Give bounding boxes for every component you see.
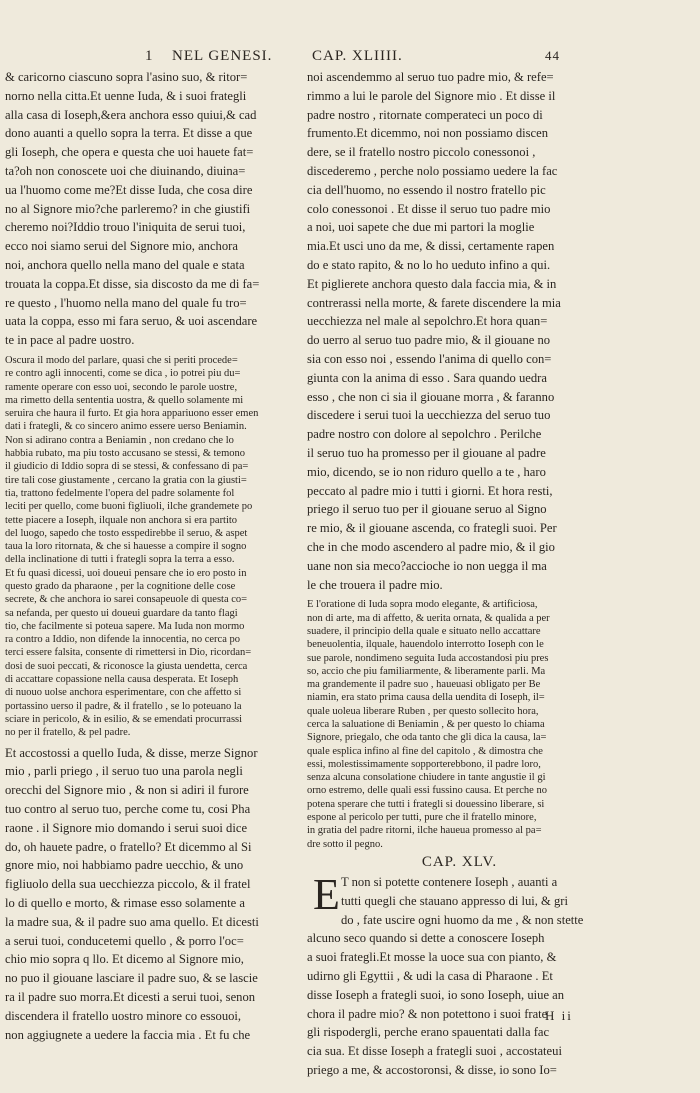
right-column xyxy=(307,68,612,1080)
text-line: questo grado da pharaone , per la cognitione delle cose xyxy=(5,581,236,592)
text-line: chora il padre mio? & non potettono i suoi frate xyxy=(307,1006,548,1021)
text-line: ta?oh non conoscete uoi che diuinando, diuina= xyxy=(5,163,246,178)
text-line: mia.Et usci uno da me, & dissi, certamente rapen xyxy=(307,239,555,254)
folio-mark: 1 xyxy=(145,48,154,64)
text-line: cerca la saluatione di Beniamin , & per questo lo chiama xyxy=(307,718,545,730)
text-line: Oscura il modo del parlare, quasi che si periti procede= xyxy=(5,354,238,366)
text-line: raone . il Signore mio domando i serui suoi dice xyxy=(5,820,248,835)
text-line: espone al pericolo per tutti, pure che il fratello minore, xyxy=(307,812,537,824)
text-line: il giudicio di Iddio sopra di se stessi, & confessano di pa= xyxy=(5,461,249,473)
running-title: NEL GENESI. xyxy=(172,48,273,64)
right-paragraph-1 xyxy=(307,68,612,594)
text-line: taua la loro ritornata, & che si hauesse a compire il sogno xyxy=(5,541,247,553)
left-paragraph-2 xyxy=(5,744,310,1045)
text-line: cheremo noi?Iddio trouo l'iniquita de serui tuoi, xyxy=(5,220,246,235)
text-line: seruira che haura il furto. Et gia hora appariuono esser emen xyxy=(5,408,259,420)
text-line: la madre sua, & il padre suo ama quello. Et dicesti xyxy=(5,914,259,929)
text-line: uane non sia meco?accioche io non uegga il ma xyxy=(307,558,547,573)
text-line: della inclinatione di tutti i frategli sopra la terra a esso. xyxy=(5,554,235,566)
text-line: potena sperare che tutti i frategli si douessino liberare, si xyxy=(307,798,545,810)
signature-mark: H ii xyxy=(545,1008,573,1023)
text-line: re mio, & il giouane ascenda, co frategli suoi. Per xyxy=(307,521,557,536)
text-line: norno nella citta.Et uenne Iuda, & i suoi frategli xyxy=(5,88,247,103)
text-line: a noi, uoi sapete che due mi partori la moglie xyxy=(307,220,535,235)
text-line: essi, molestissimamente sopporterebbono, il padre loro, xyxy=(307,758,541,770)
text-line: il seruo tuo ha promesso per il giouane al padre xyxy=(307,445,546,460)
text-line: cia sua. Et disse Ioseph a frategli suoi , accostateui xyxy=(307,1044,562,1059)
text-line: leciti per quello, come buoni figliuoli, ilche grandemete po xyxy=(5,501,253,513)
text-line: Et fu quasi dicessi, uoi doueui pensare che io ero posto in xyxy=(5,567,247,579)
text-line: suadere, il principio della quale e situato nello accattare xyxy=(307,625,541,637)
right-paragraph-2-opening xyxy=(307,869,612,929)
text-line: ma rimetto della sententia uostra, & quello solamente mi xyxy=(5,394,244,406)
text-line: chio mio sopra q llo. Et dicemo al Signore mio, xyxy=(5,952,244,967)
chapter-heading: CAP. XLV. xyxy=(421,853,498,870)
text-line: senza alcuna consolatione chiudere in tante angustie il gi xyxy=(307,772,546,784)
text-line: tire tali cose giustamente , cercano la gratia con la giusti= xyxy=(5,474,247,486)
text-line: orecchi del Signore mio , & non si adiri il furore xyxy=(5,783,249,798)
text-line: ua l'huomo come me?Et disse Iuda, che cosa dire xyxy=(5,182,253,197)
text-line: rimmo a lui le parole del Signore mio . Et disse il xyxy=(307,88,556,103)
right-paragraph-2 xyxy=(307,929,612,1079)
left-paragraph-1 xyxy=(5,68,310,350)
chapter-label: CAP. XLIIII. xyxy=(312,48,403,64)
text-line: do , fate uscire ogni huomo da me , & non stette xyxy=(341,912,584,927)
text-line: do e stato rapito, & no lo ho ueduto infino a qui. xyxy=(307,257,551,272)
text-line: & caricorno ciascuno sopra l'asino suo, & ritor= xyxy=(5,70,248,84)
drop-cap: E xyxy=(313,869,340,919)
page-number: 44 xyxy=(545,48,560,63)
text-line: uecchiezza nel male al sepolchro.Et hora quan= xyxy=(307,314,548,329)
text-line: noi ascendemmo al seruo tuo padre mio, & refe= xyxy=(307,70,554,84)
text-line: habbia rubato, ma piu tosto accusano se stessi, & temono xyxy=(5,448,245,460)
text-line: priego a me, & accostoronsi, & disse, io sono Io= xyxy=(307,1062,557,1077)
text-line: lo di quello e morto, & rimase esso solamente a xyxy=(5,895,245,910)
text-line: E l'oratione di Iuda sopra modo elegante, & artificiosa, xyxy=(307,599,538,611)
text-line: colo conessonoi . Et disse il seruo tuo padre mio xyxy=(307,201,551,216)
text-line: quale esplica infino al fine del capitolo , & dimostra che xyxy=(307,745,543,757)
text-line: portassino uerso il padre, & il fratello , se lo poteuano la xyxy=(5,700,242,712)
text-line: padre nostro con dolore al sepolchro . Perilche xyxy=(307,427,542,442)
text-line: sa nefanda, per questo ui doueui guardare da tanto flagi xyxy=(5,607,238,619)
text-line: tuo contro al seruo tuo, perche come tu, cosi Pha xyxy=(5,801,251,816)
right-annotation xyxy=(307,598,612,851)
text-line: gli rispodergli, perche erano spauentati dalla fac xyxy=(307,1025,550,1040)
text-line: Signore, priegalo, che oda tanto che gli dica la causa, la= xyxy=(307,732,547,744)
text-line: gli Ioseph, che opera e questa che uoi hauete fat= xyxy=(5,145,254,160)
text-line: sia con esso noi , essendo l'anima di quello con= xyxy=(307,351,552,366)
text-line: re questo , l'huomo nella mano del quale fu tro= xyxy=(5,295,247,310)
text-line: discedere i serui tuoi la uecchiezza del seruo tuo xyxy=(307,408,551,423)
text-line: Et accostossi a quello Iuda, & disse, merze Signor xyxy=(5,745,258,760)
text-line: te in pace al padre uostro. xyxy=(5,333,135,348)
text-line: ra il padre suo morra.Et dicesti a serui tuoi, senon xyxy=(5,989,256,1004)
text-line: padre nostro , ritornate comperateci un poco di xyxy=(307,107,543,122)
text-line: ra contro a Iddio, non difende la innocentia, no cerca po xyxy=(5,634,240,646)
text-line: no puo il giouane lasciare il padre suo, & se lascie xyxy=(5,971,258,986)
text-line: secrete, & che anchora io sarei consapeuole di questa co= xyxy=(5,594,248,606)
text-line: non di arte, ma di affetto, & uerita ornata, & qualida a per xyxy=(307,612,550,624)
text-line: do, oh hauete padre, o fratello? Et dicemmo al Si xyxy=(5,839,252,854)
text-line: trouata la coppa.Et disse, sia discosto da me di fa= xyxy=(5,276,260,291)
text-line: sciare in pericolo, & in esilio, & se emendati procurrassi xyxy=(5,713,243,725)
text-line: giunta con la anima di esso . Sara quando uedra xyxy=(307,370,547,385)
text-line: dono auanti a quello sopra la terra. Et disse a que xyxy=(5,126,253,141)
text-line: orno estremo, delle quali essi fussino causa. Et perche no xyxy=(307,785,547,797)
text-line: non aggiugnete a uedere la faccia mia . Et fu che xyxy=(5,1027,251,1042)
text-line: disse Ioseph a frategli suoi, io sono Ioseph, uiue an xyxy=(307,987,565,1002)
text-line: dere, se il fratello nostro piccolo conessonoi , xyxy=(307,145,536,160)
text-line: che in che modo ascendero al padre mio, & il gio xyxy=(307,539,555,554)
text-line: contrerassi nella morte, & farete discendere la mia xyxy=(307,295,561,310)
text-line: tio, che facilmente si poteua sapere. Ma Iuda non mormo xyxy=(5,620,245,632)
text-line: a serui tuoi, conducetemi quello , & porro l'oc= xyxy=(5,933,244,948)
text-line: dosi de suoi peccati, & riconosce la giusta uendetta, cerca xyxy=(5,660,248,672)
text-line: so, accio che piu familiarmente, & liberamente parli. Ma xyxy=(307,665,546,677)
left-column xyxy=(5,68,310,1044)
left-annotation xyxy=(5,354,310,740)
text-line: quale uoleua liberare Ruben , per questo sollecito hora, xyxy=(307,705,539,717)
text-line: discederemo , perche nolo possiamo uedere la fac xyxy=(307,163,558,178)
text-line: di accattare copassione nella causa desperata. Et Ioseph xyxy=(5,674,239,686)
text-line: peccato al padre mio i tutti i giorni. Et hora resti, xyxy=(307,483,553,498)
text-line: tette piacere a Ioseph, ilquale non anchora si era partito xyxy=(5,514,238,526)
text-line: T non si potette contenere Ioseph , auanti a xyxy=(341,874,558,889)
text-line: in gratia del padre ritorni, ilche haueua promesso al pa= xyxy=(307,825,542,837)
text-line: mio , parli priego , il seruo tuo una parola negli xyxy=(5,764,243,779)
text-line: Et piglierete anchora questo dala faccia mia, & in xyxy=(307,276,557,291)
text-line: ecco noi siamo serui del Signore mio, anchora xyxy=(5,239,238,254)
text-line: del luogo, sapedo che tosto esspedirebbe il seruo, & aspet xyxy=(5,527,248,539)
text-line: cia dell'huomo, no essendo il nostro fratello pic xyxy=(307,182,546,197)
text-line: di nuouo uolse anchora esperimentare, con che affetto si xyxy=(5,687,242,699)
text-line: sue parole, nondimeno seguita Iuda accostandosi piu pres xyxy=(307,652,549,664)
text-line: priego il seruo tuo per il giouane seruo al Signo xyxy=(307,502,547,517)
text-line: niamin, era stato prima causa della uendita di Ioseph, il= xyxy=(307,692,545,704)
text-line: a suoi frategli.Et mosse la uoce sua con pianto, & xyxy=(307,950,557,965)
text-line: figliuolo della sua uecchiezza piccolo, & il fratel xyxy=(5,877,251,892)
text-line: ramente operare con esso uoi, secondo le parole uostre, xyxy=(5,381,238,393)
text-line: no al Signore mio?che parleremo? in che giustifi xyxy=(5,201,251,216)
text-line: udirno gli Egyttii , & udi la casa di Pharaone . Et xyxy=(307,968,553,983)
text-line: gnore mio, noi habbiamo padre uecchio, & uno xyxy=(5,858,244,873)
text-line: ma grandemente il padre suo , haueuasi obligato per Be xyxy=(307,679,541,691)
text-line: dati i frategli, & co sincero animo essere uerso Beniamin. xyxy=(5,421,247,433)
text-line: noi, anchora quello nella mano del quale e stata xyxy=(5,257,245,272)
text-line: alla casa di Ioseph,&era anchora esso quiui,& cad xyxy=(5,107,257,122)
text-line: tia, trattono fedelmente l'opera del padre solamente fol xyxy=(5,487,235,499)
chapter-opening xyxy=(307,869,612,929)
text-line: no per il fratello, & pel padre. xyxy=(5,727,131,739)
text-line: tutti quegli che stauano appresso di lui, & gri xyxy=(341,893,568,908)
text-line: beneuolentia, ilquale, hauendolo interrotto Ioseph con le xyxy=(307,639,544,651)
text-line: frumento.Et dicemmo, noi non possiamo discen xyxy=(307,126,548,141)
text-line: terci essere falsita, consente di rimettersi in Dio, ricordan= xyxy=(5,647,252,659)
text-line: Non si adirano contra a Beniamin , non credano che lo xyxy=(5,434,234,446)
text-line: dre sotto il pegno. xyxy=(307,838,383,850)
text-line: re contro agli innocenti, come se dica , io potrei piu du= xyxy=(5,368,241,380)
text-line: uata la coppa, esso mi fara seruo, & uoi ascendare xyxy=(5,314,258,329)
text-line: esso , che non ci sia il giouane morra , & faranno xyxy=(307,389,555,404)
text-line: le che trouera il padre mio. xyxy=(307,577,443,592)
text-line: alcuno seco quando si dette a conoscere Ioseph xyxy=(307,931,545,946)
text-line: discendera il fratello uostro minore co essouoi, xyxy=(5,1008,242,1023)
text-line: do uerro al seruo tuo padre mio, & il giouane no xyxy=(307,333,551,348)
page-header xyxy=(0,48,700,68)
text-line: mio, dicendo, se io non riduro quello a te , haro xyxy=(307,464,546,479)
